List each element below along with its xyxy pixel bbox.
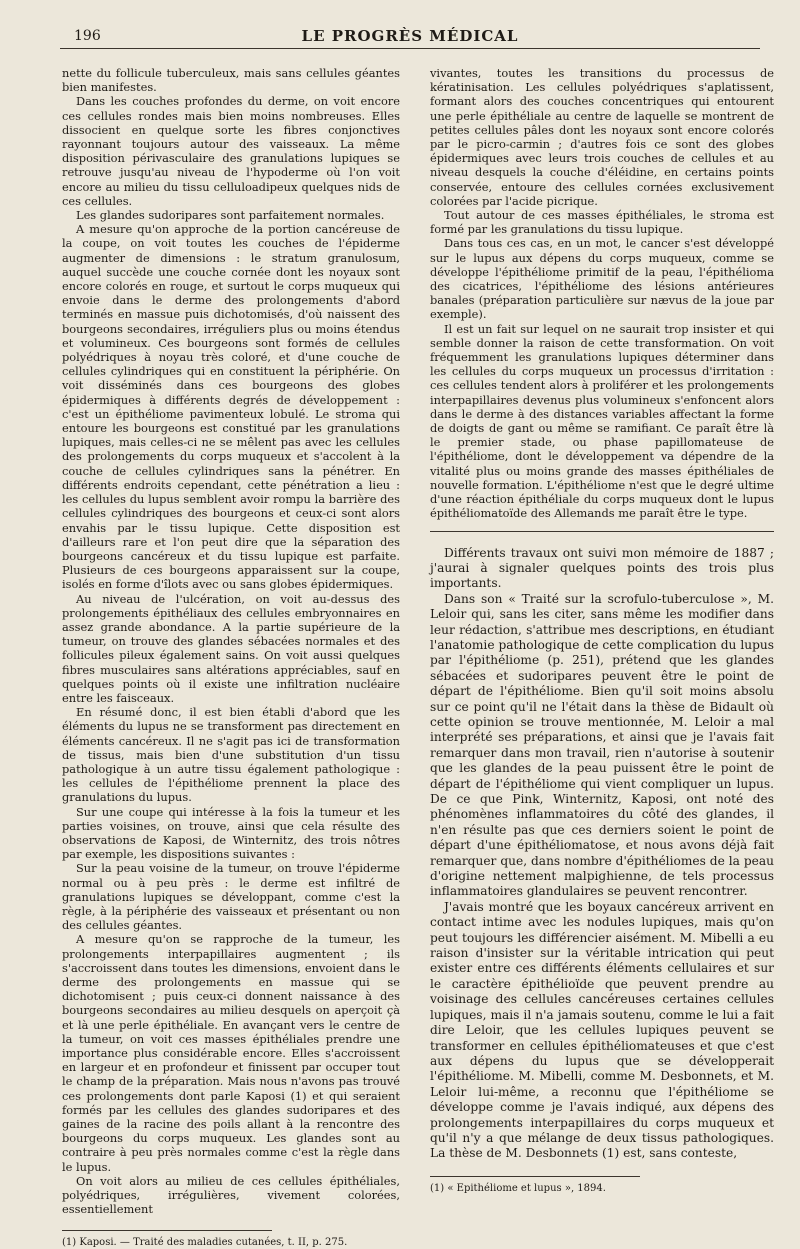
footnote-rule bbox=[62, 1230, 272, 1231]
paragraph: vivantes, toutes les transitions du processus de kératinisation. Les cellules polyédriques s'aplatissent, formant alors des couches concentriques qui entourent une perle épithéliale au centre de laquelle se montrent de petites cellules pâles dont les noyaux sont encore colorés par le picro-carmin ; d'autres fois ce sont des globes épidermiques avec leurs trois couches de cellules et au niveau desquels la couche d'éléidine, en certains points conservée, entoure des cellules cornées exclusivement colorées par l'acide picrique. bbox=[430, 66, 774, 208]
paragraph: Tout autour de ces masses épithéliales, le stroma est formé par les granulations du tissu lupique. bbox=[430, 208, 774, 237]
paragraph: Sur une coupe qui intéresse à la fois la tumeur et les parties voisines, on trouve, ainsi que cela résulte des observations de Kaposi, de Winternitz, des trois nôtres par exemple, les dispositions suivantes : bbox=[62, 804, 400, 862]
paragraph: Différents travaux ont suivi mon mémoire de 1887 ; j'aurai à signaler quelques points des trois plus importants. bbox=[430, 545, 774, 591]
paragraph: Il est un fait sur lequel on ne saurait trop insister et qui semble donner la raison de cette transformation. On voit fréquemment les granulations lupiques déterminer dans les cellules du corps muqueux un processus d'irritation : ces cellules tendent alors à proliférer et les prolongements interpapillaires devenus plus volumineux s'enfoncent alors dans le derme à des distances variables affectant la forme de doigts de gant ou même se ramifiant. Ce paraît être là le premier stade, ou phase papillomateuse de l'épithéliome, dont le développement va dépendre de la vitalité plus ou moins grande des masses épithéliales de nouvelle formation. L'épithéliome n'est que le degré ultime d'une réaction épithéliale du corps muqueux dont le lupus épithéliomatoïde des Allemands me paraît être le type. bbox=[430, 321, 774, 521]
page-number: 196 bbox=[74, 28, 101, 44]
footnote: (1) « Epithéliome et lupus », 1894. bbox=[430, 1182, 606, 1194]
paragraph: Dans les couches profondes du derme, on voit encore ces cellules rondes mais bien moins nombreuses. Elles dissocient en quelque sorte les fibres conjonctives rayonnant toujours autour des vaisseaux. La même disposition périvasculaire des granulations lupiques se retrouve jusqu'au niveau de l'hypoderme où l'on voit encore au milieu du tissu celluloadipeux quelques nids de ces cellules. bbox=[62, 94, 400, 208]
paragraph: Dans son « Traité sur la scrofulo-tuberculose », M. Leloir qui, sans les citer, sans même les modifier dans leur rédaction, s'attribue mes descriptions, en étudiant l'anatomie pathologique de cette complication du lupus par l'épithéliome (p. 251), prétend que les glandes sébacées et sudoripares peuvent être le point de départ de l'épithéliome. Bien qu'il soit moins absolu sur ce point qu'il ne l'était dans la thèse de Bidault où cette opinion se trouve mentionnée, M. Leloir a mal interprété ses préparations, et ainsi que je l'avais fait remarquer dans mon travail, rien n'autorise à soutenir que les glandes de la peau puissent être le point de départ de l'épithéliome qui vient compliquer un lupus. De ce que Pink, Winternitz, Kaposi, ont noté des phénomènes inflammatoires du côté des glandes, il n'en résulte pas que ces derniers soient le point de départ d'une épithéliomatose, et nous avons déjà fait remarquer que, dans nombre d'épithéliomes de la peau d'origine nettement malpighienne, de tels processus inflammatoires glandulaires se peuvent rencontrer. bbox=[430, 591, 774, 899]
paragraph: J'avais montré que les boyaux cancéreux arrivent en contact intime avec les nodules lupiques, mais qu'on peut toujours les différencier aisément. M. Mibelli a eu raison d'insister sur la véritable intrication qui peut exister entre ces différents éléments cellulaires et sur le caractère épithélioïde que peuvent prendre au voisinage des cellules cancéreuses certaines cellules lupiques, mais il n'a jamais soutenu, comme le lui a fait dire Leloir, que les cellules lupiques peuvent se transformer en cellules épithéliomateuses et que c'est aux dépens du lupus que se développerait l'épithéliome. M. Mibelli, comme M. Desbonnets, et M. Leloir lui-même, a reconnu que l'épithéliome se développe comme je l'avais indiqué, aux dépens des prolongements interpapillaires du corps muqueux et qu'il n'y a que mélange de deux tissus pathologiques. La thèse de M. Desbonnets (1) est, sans conteste, bbox=[430, 899, 774, 1161]
right-column bbox=[430, 66, 774, 1195]
journal-title: LE PROGRÈS MÉDICAL bbox=[301, 27, 519, 45]
footnote-rule bbox=[430, 1176, 640, 1177]
paragraph: Au niveau de l'ulcération, on voit au-dessus des prolongements épithéliaux des cellules embryonnaires en assez grande abondance. A la partie supérieure de la tumeur, on trouve des glandes sébacées normales et des follicules pileux également sains. On voit aussi quelques fibres musculaires sans altérations appréciables, sauf en quelques points où il existe une infiltration nucléaire entre les faisceaux. bbox=[62, 591, 400, 705]
paragraph: nette du follicule tuberculeux, mais sans cellules géantes bien manifestes. bbox=[62, 66, 400, 95]
paragraph: Les glandes sudoripares sont parfaitement normales. bbox=[76, 208, 385, 223]
paragraph: On voit alors au milieu de ces cellules épithéliales, polyédriques, irrégulières, vivement colorées, essentiellement bbox=[62, 1173, 400, 1217]
paragraph: Dans tous ces cas, en un mot, le cancer s'est développé sur le lupus aux dépens du corps muqueux, comme se développe l'épithéliome primitif de la peau, l'épithélioma des cicatrices, l'épithéliome des lésions antérieures banales (préparation particulière sur nævus de la joue par exemple). bbox=[430, 236, 774, 322]
footnote: (1) Kaposi. — Traité des maladies cutanées, t. II, p. 275. bbox=[62, 1237, 348, 1249]
paragraph: En résumé donc, il est bien établi d'abord que les éléments du lupus ne se transforment pas directement en éléments cancéreux. Il ne s'agit pas ici de transformation de tissus, mais bien d'une substitution d'un tissu pathologique à un autre tissu également pathologique : les cellules de l'épithéliome prennent la place des granulations du lupus. bbox=[62, 705, 400, 805]
left-column bbox=[62, 66, 400, 1249]
section-separator bbox=[430, 531, 774, 532]
paragraph: A mesure qu'on se rapproche de la tumeur, les prolongements interpapillaires augmentent ; ils s'accroissent dans toutes les dimensions, envoient dans le derme des prolongements en massue qui se dichotomisent ; puis ceux-ci donnent naissance à des bourgeons secondaires au milieu desquels on aperçoit çà et là une perle épithéliale. En avançant vers le centre de la tumeur, on voit ces masses épithéliales prendre une importance plus considérable encore. Elles s'accroissent en largeur et en profondeur et finissent par occuper tout le champ de la préparation. Mais nous n'avons pas trouvé ces prolongements dont parle Kaposi (1) et qui seraient formés par les cellules des glandes sudoripares et des gaines de la racine des poils allant à la rencontre des bourgeons du corps muqueux. Les glandes sont au contraire à peu près normales comme c'est la règle dans le lupus. bbox=[62, 932, 400, 1174]
page-header bbox=[60, 24, 760, 49]
article-section bbox=[430, 546, 774, 1162]
paragraph: A mesure qu'on approche de la portion cancéreuse de la coupe, on voit toutes les couches de l'épiderme augmenter de dimensions : le stratum granulosum, auquel succède une couche cornée dont les noyaux sont encore colorés en rouge, et surtout le corps muqueux qui envoie dans le derme des prolongements d'abord terminés en massue puis dichotomisés, d'où naissent des bourgeons secondaires, irréguliers plus ou moins étendus et volumineux. Ces bourgeons sont formés de cellules polyédriques à noyau très coloré, et d'une couche de cellules cylindriques qui en constituent la périphérie. On voit disséminés dans ces bourgeons des globes épidermiques à différents degrés de développement : c'est un épithéliome pavimenteux lobulé. Le stroma qui entoure les bourgeons est constitué par les granulations lupiques, mais celles-ci ne se mêlent pas avec les cellules des prolongements du corps muqueux et s'accolent à la couche de cellules cylindriques sans la pénétrer. En différents endroits cependant, cette pénétration a lieu : les cellules du lupus semblent avoir rompu la barrière des cellules cylindriques des bourgeons et ceux-ci sont alors envahis par le tissu lupique. Cette disposition est d'ailleurs rare et l'on peut dire que la séparation des bourgeons cancéreux et du tissu lupique est parfaite. Plusieurs de ces bourgeons apparaissent sur la coupe, isolés en forme d'îlots avec ou sans globes épidermiques. bbox=[62, 222, 400, 592]
paragraph: Sur la peau voisine de la tumeur, on trouve l'épiderme normal ou à peu près : le derme est infiltré de granulations lupiques se développant, comme c'est la règle, à la périphérie des vaisseaux et présentant ou non des cellules géantes. bbox=[62, 861, 400, 933]
